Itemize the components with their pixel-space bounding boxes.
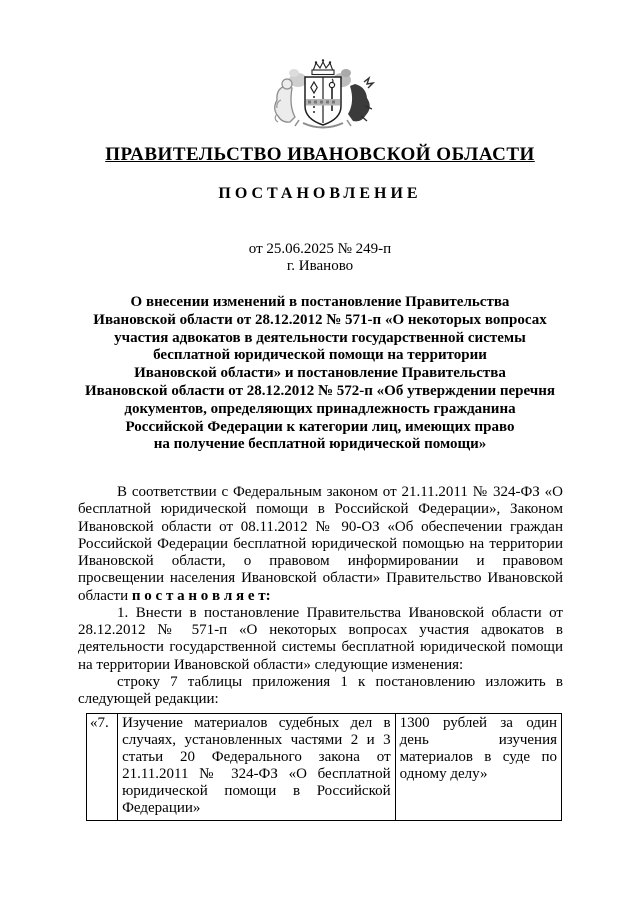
table-cell-service: Изучение материалов судебных дел в случаях, установленных частями 2 и 3 статьи 20 Федерального закона от 21.11.2011 № 324-ФЗ «О бесплатной юридической помощи в Российской Федерации» xyxy=(118,714,396,821)
amendment-intro-paragraph: строку 7 таблицы приложения 1 к постановлению изложить в следующей редакции: xyxy=(78,673,563,708)
document-city: г. Иваново xyxy=(286,257,354,274)
document-date-number: от 25.06.2025 № 249-п xyxy=(248,241,392,257)
date-place-block xyxy=(0,241,640,274)
item-1-paragraph: 1. Внести в постановление Правительства Ивановской области от 28.12.2012 № 571-п «О некоторых вопросах участия адвокатов в деятельности государственной системы бесплатной юридической помощи на территории Ивановской области» следующие изменения: xyxy=(78,604,563,673)
coat-of-arms-icon xyxy=(261,56,379,130)
resolves-keyword: п о с т а н о в л я е т: xyxy=(131,587,271,604)
table-cell-row-number: «7. xyxy=(87,714,118,821)
table-row xyxy=(87,714,562,821)
title-line: Ивановской области от 28.12.2012 № 571-п «О некоторых вопросах xyxy=(93,311,547,328)
title-line: документов, определяющих принадлежность гражданина xyxy=(124,400,516,417)
preamble-paragraph xyxy=(78,484,563,605)
table-cell-payment: 1300 рублей за один день изучения материалов в суде по одному делу» xyxy=(395,714,561,821)
title-line: Ивановской области» и постановление Правительства xyxy=(134,365,506,382)
title-line: бесплатной юридической помощи на территории xyxy=(153,347,487,364)
title-line: на получение бесплатной юридической помощи» xyxy=(153,436,487,453)
document-title xyxy=(40,294,600,454)
amendment-table xyxy=(86,713,562,821)
preamble-text: В соответствии с Федеральным законом от 21.11.2011 № 324-ФЗ «О бесплатной юридической помощи в Российской Федерации», Законом Ивановской области от 08.11.2012 № 90-ОЗ «Об обеспечении граждан Российской Федерации бесплатной юридической помощью на территории Ивановской области, о правовом информировании и правовом просвещении населения Ивановской области» Правительство Ивановской области xyxy=(78,484,563,604)
title-line: участия адвокатов в деятельности государственной системы xyxy=(114,329,526,346)
title-line: О внесении изменений в постановление Правительства xyxy=(130,294,510,310)
document-type-heading: ПОСТАНОВЛЕНИЕ xyxy=(218,185,422,202)
document-body xyxy=(78,484,563,821)
government-org-name: ПРАВИТЕЛЬСТВО ИВАНОВСКОЙ ОБЛАСТИ xyxy=(105,144,535,165)
title-line: Российской Федерации к категории лиц, имеющих право xyxy=(125,418,515,435)
title-line: Ивановской области от 28.12.2012 № 572-п «Об утверждении перечня xyxy=(85,382,555,399)
